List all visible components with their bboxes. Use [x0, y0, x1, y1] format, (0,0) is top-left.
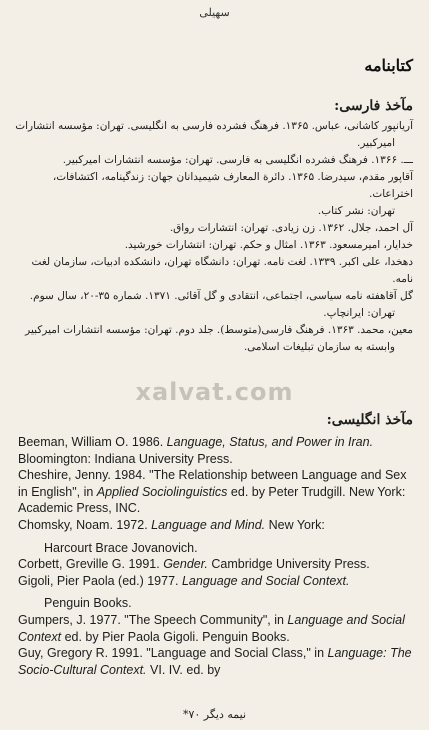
persian-entry-continuation: وابسته به سازمان تبلیغات اسلامی. [243, 341, 395, 353]
english-entry [18, 612, 419, 645]
entry-title: Language: The Socio-Cultural Context. [18, 646, 412, 677]
persian-entry-text: دهخدا، علی اکبر. ۱۳۳۹. لغت نامه. تهران: دانشگاه تهران، دانشکده ادبیات، سازمان لغت نامه. [31, 256, 413, 285]
entry-author-year: Gigoli, Pier Paola (ed.) 1977. [18, 573, 182, 588]
persian-entry-text: ـــ. ۱۳۶۶. فرهنگ فشرده انگلیسی به فارسی. تهران: مؤسسه انتشارات امیرکبیر. [62, 154, 413, 166]
persian-entry [14, 152, 413, 169]
entry-author-year: Cheshire, Jenny. 1984. "The Relationship between Language and Sex in English", in [18, 468, 407, 499]
entry-title: Applied Sociolinguistics [96, 484, 228, 499]
entry-author-year: Chomsky, Noam. 1972. [18, 517, 152, 532]
english-entry [18, 517, 419, 556]
entry-author-year: Guy, Gregory R. 1991. "Language and Social Class," in [18, 646, 328, 661]
persian-entry [14, 118, 413, 152]
entry-title: Language and Social Context [18, 612, 405, 644]
persian-entry [14, 237, 413, 254]
entry-title: Gender. [163, 557, 208, 572]
english-entry [18, 467, 419, 517]
running-head: سهیلی [199, 6, 230, 19]
page-footer: نیمه دیگر ۷۰* [182, 708, 247, 721]
english-sources-heading: مآخذ انگلیسی: [326, 412, 413, 428]
persian-sources-heading: مآخذ فارسی: [334, 98, 413, 114]
persian-entry-continuation: تهران: نشر کتاب. [317, 205, 395, 217]
entry-author-year: Gumpers, J. 1977. "The Speech Community", in [18, 612, 288, 627]
persian-sources-list [14, 118, 413, 356]
entry-publisher: ed. by Pier Paola Gigoli. Penguin Books. [61, 629, 290, 644]
english-entry [18, 645, 419, 678]
persian-entry [14, 169, 413, 220]
persian-entry-text: آل احمد، جلال. ۱۳۶۲. زن زیادی. تهران: انتشارات رواق. [169, 222, 413, 234]
entry-publisher: ed. by Peter Trudgill. New York: Academic Press, INC. [18, 484, 406, 516]
entry-title: Language and Social Context. [181, 573, 350, 588]
persian-entry [14, 322, 413, 356]
persian-entry-text: معین، محمد. ۱۳۶۳. فرهنگ فارسی(متوسط). جلد دوم. تهران: مؤسسه انتشارات امیرکبیر [25, 324, 413, 336]
entry-author-year: Beeman, William O. 1986. [18, 435, 167, 449]
entry-publisher-continuation: Harcourt Brace Jovanovich. [44, 540, 198, 555]
english-sources-list [18, 434, 419, 678]
entry-publisher: New York: [265, 517, 325, 532]
entry-publisher-continuation: Penguin Books. [44, 596, 132, 611]
entry-title: Language, Status, and Power in Iran. [166, 435, 374, 449]
entry-publisher: VI. IV. ed. by [146, 662, 221, 677]
persian-entry-continuation: تهران: ایرانچاپ. [323, 307, 395, 319]
persian-entry [14, 254, 413, 288]
persian-entry-continuation: امیرکبیر. [357, 137, 395, 149]
english-entry [18, 556, 419, 573]
persian-entry [14, 288, 413, 322]
persian-entry-text: آقاپور مقدم، سیدرضا. ۱۳۶۵. دائرة المعارف شیمیدانان جهان: زندگینامه، اکتشافات، اختراعات. [52, 171, 413, 200]
section-title: کتابنامه [364, 56, 413, 75]
entry-author-year: Corbett, Greville G. 1991. [18, 557, 164, 572]
english-entry [18, 573, 419, 612]
entry-title: Language and Mind. [151, 517, 266, 532]
persian-entry-text: آریانپور کاشانی، عباس. ۱۳۶۵. فرهنگ فشرده فارسی به انگلیسی. تهران: مؤسسه انتشارات [15, 120, 413, 132]
persian-entry-text: خدایار، امیرمسعود. ۱۳۶۳. امثال و حکم. تهران: انتشارات خورشید. [124, 239, 413, 251]
english-entry [18, 434, 419, 467]
entry-publisher: Cambridge University Press. [207, 557, 370, 572]
persian-entry-text: گل آقاهفته نامه سیاسی، اجتماعی، انتقادی و گل آقائی. ۱۳۷۱. شماره ۳۵-۲۰، سال سوم. [29, 290, 413, 302]
persian-entry [14, 220, 413, 237]
watermark-text: xalvat.com [135, 378, 294, 406]
entry-publisher: Bloomington: Indiana University Press. [18, 451, 233, 466]
